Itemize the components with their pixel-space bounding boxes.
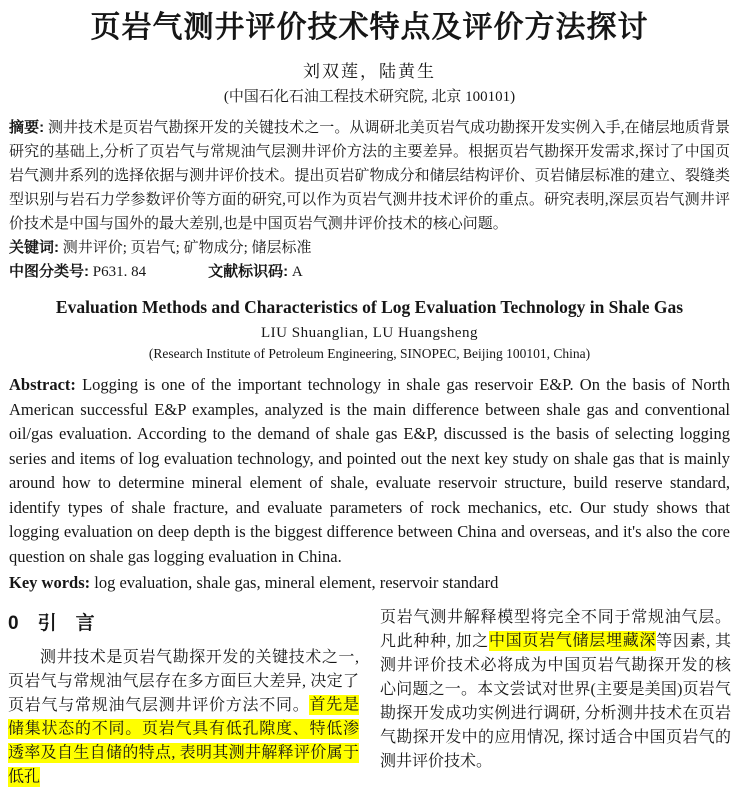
keywords-cn	[9, 236, 730, 260]
intro-right-text-2: 等因素, 其测井评价技术必将成为中国页岩气勘探开发的核心问题之一。本文尝试对世界(主要是美国)页岩气勘探开发成功实例进行调研, 分析测井技术在页岩气勘探开发中的应用情况, 探讨适合中国页岩气的测井评价技术。	[380, 632, 731, 770]
intro-paragraph-right	[380, 606, 731, 774]
authors-en: LIU Shuanglian, LU Huangsheng	[261, 325, 478, 342]
authors-cn: 刘双莲，陆黄生	[303, 61, 436, 81]
abstract-en-text: Logging is one of the important technology in shale gas reservoir E&P. On the basis of North American successful E&P examples, analyzed is the main difference between shale gas and conventional oil/gas evaluation. According to the demand of shale gas E&P, discussed is the basis of selecting logging series and items of log evaluation technology, and pointed out the next key study on shale gas that is mainly around how to determine mineral element of shale, evaluate reservoir structure, build reserve standard, identify types of shale fracture, and evaluate parameters of rock mechanics, etc. Our study shows that logging evaluation on deep depth is the biggest difference between China and overseas, and it's also the core question on shale gas logging evaluation in China.	[9, 375, 730, 566]
left-column	[8, 606, 359, 790]
highlighted-text-right: 中国页岩气储层埋藏深	[489, 632, 657, 650]
abstract-en	[9, 373, 730, 569]
keywords-en	[9, 571, 730, 596]
intro-paragraph-left	[8, 646, 359, 790]
keywords-cn-text: 测井评价; 页岩气; 矿物成分; 储层标准	[62, 239, 312, 256]
two-column-body	[8, 606, 731, 790]
affiliation-cn: (中国石化石油工程技术研究院, 北京 100101)	[223, 88, 516, 105]
paper-title-cn: 页岩气测井评价技术特点及评价方法探讨	[90, 11, 649, 44]
clc-value: P631. 84	[92, 263, 147, 280]
abstract-cn-label: 摘要:	[9, 118, 45, 136]
classification-line	[9, 260, 730, 284]
abstract-cn-text: 测井技术是页岩气勘探开发的关键技术之一。从调研北美页岩气成功勘探开发实例入手,在储层地质背景研究的基础上,分析了页岩气与常规油气层测井评价方法的主要差异。根据页岩气勘探开发需求,探讨了中国页岩气测井系列的选择依据与测井评价技术。提出页岩矿物成分和储层结构评价、页岩储层标准的建立、裂缝类型识别与岩石力学参数评价等方面的研究,可以作为页岩气测井技术评价的重点。研究表明,深层页岩气测井评价技术是中国与国外的最大差别,也是中国页岩气测井评价技术的核心问题。	[9, 119, 730, 232]
clc-label: 中图分类号:	[9, 262, 89, 280]
intro-right-text-1: 页岩气测井解释模型将完全不同于常规油气层。凡此种种, 加之	[380, 608, 731, 650]
paper-page	[0, 8, 739, 792]
intro-left-text: 测井技术是页岩气勘探开发的关键技术之一,页岩气与常规油气层存在多方面巨大差异, 决定了页岩气与常规油气层测井评价方法不同。	[8, 648, 359, 714]
keywords-en-text: log evaluation, shale gas, mineral element, reservoir standard	[94, 573, 499, 593]
abstract-en-label: Abstract:	[9, 375, 76, 395]
paper-title-en: Evaluation Methods and Characteristics of Log Evaluation Technology in Shale Gas	[55, 296, 684, 317]
doc-code-value: A	[291, 263, 303, 280]
highlighted-text-left: 首先是储集状态的不同。页岩气具有低孔隙度、特低渗透率及自生自储的特点, 表明其测井解释评价属于低孔	[8, 696, 359, 786]
section-0-heading: 0 引 言	[8, 612, 95, 634]
abstract-cn	[9, 116, 730, 236]
doc-code-label: 文献标识码:	[208, 262, 289, 280]
keywords-cn-label: 关键词:	[9, 238, 59, 256]
keywords-en-label: Key words:	[9, 573, 91, 593]
right-column	[380, 606, 731, 790]
affiliation-en: (Research Institute of Petroleum Engineering, SINOPEC, Beijing 100101, China)	[148, 346, 591, 362]
